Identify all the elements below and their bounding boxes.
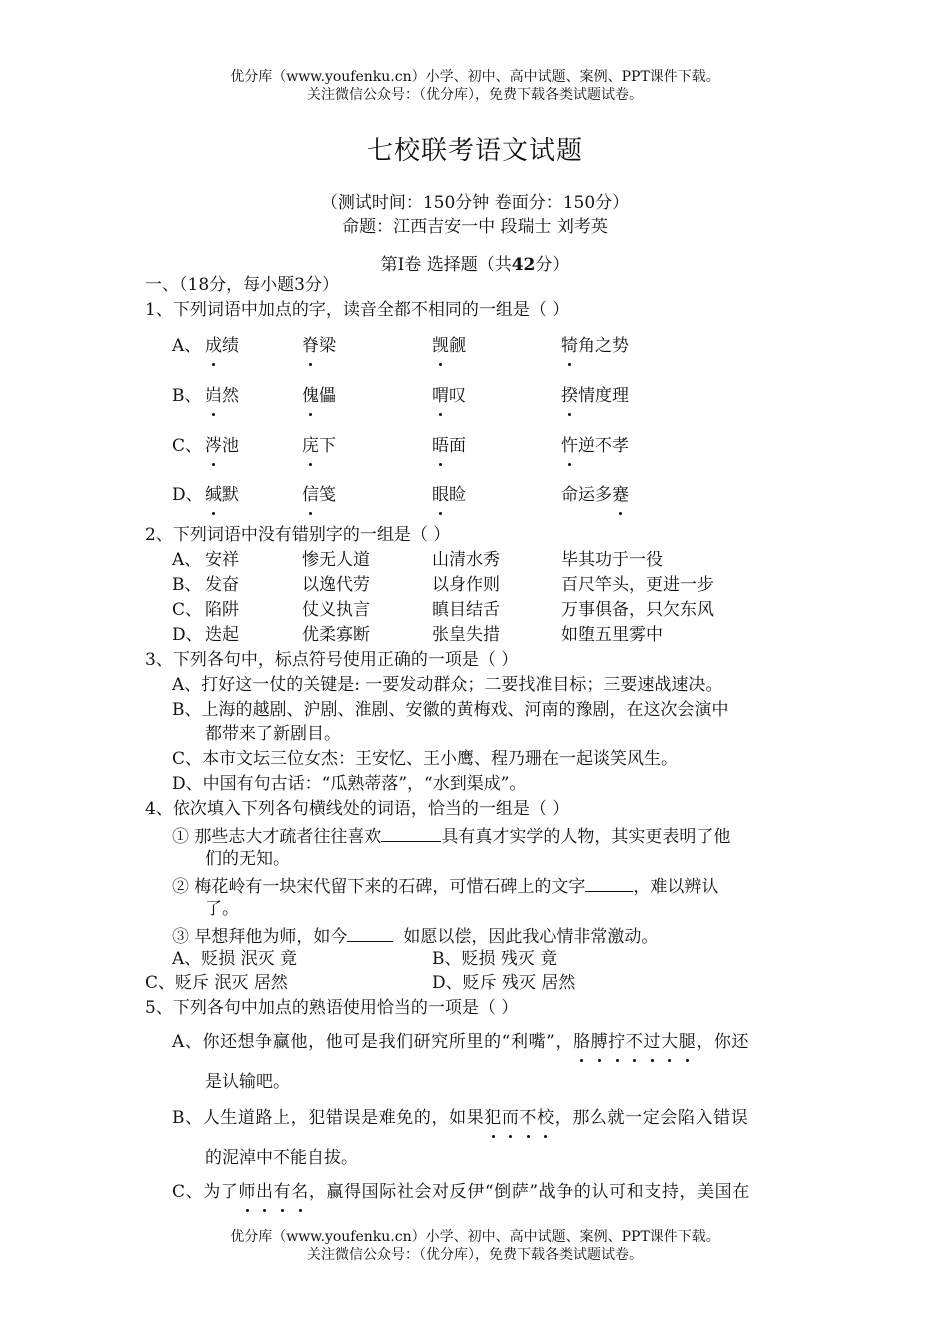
part-heading-post: 分）: [535, 255, 570, 275]
dotted-char: 腿: [678, 1032, 697, 1052]
q3-option-c: C、本市文坛三位女杰：王安忆、王小鹰、程乃珊在一起谈笑风生。: [172, 749, 679, 769]
q2-stem: 2、下列词语中没有错别字的一组是（ ）: [145, 525, 451, 545]
q1-option-word: 晤面: [432, 436, 466, 456]
dotted-char: 出: [256, 1182, 274, 1202]
dotted-char: 庑: [302, 436, 319, 456]
q4-s2-part-b: ，难以辨认: [633, 877, 719, 897]
q5-c-pre: C、为了: [172, 1182, 239, 1202]
dotted-char: 晤: [432, 436, 449, 456]
q3-option-b: B、上海的越剧、沪剧、淮剧、安徽的黄梅戏、河南的豫剧，在这次会演中: [172, 700, 729, 720]
q4-sentence-2-cont: 了。: [205, 899, 239, 919]
q2-option-label: C、: [172, 600, 203, 620]
dotted-char: 过: [643, 1032, 662, 1052]
exam-time-info: （测试时间：150分钟 卷面分：150分）: [320, 193, 630, 213]
q4-option-d: D、贬斥 残灭 居然: [432, 973, 576, 993]
q2-option-label: A、: [172, 550, 202, 570]
q1-option-word: 眼睑: [432, 485, 466, 505]
q1-stem: 1、下列词语中加点的字，读音全都不相同的一组是（ ）: [145, 300, 570, 320]
dotted-char: 有: [273, 1182, 292, 1202]
q2-option-word: 陷阱: [205, 600, 239, 620]
dotted-char: 傀: [302, 386, 319, 406]
q5-option-a-cont: 是认输吧。: [205, 1072, 290, 1092]
dotted-char: 膊: [590, 1032, 609, 1052]
q1-option-word: 涔池: [205, 436, 239, 456]
q1-option-label: D、: [172, 485, 203, 505]
q5-option-b-cont: 的泥淖中不能自拔。: [205, 1148, 358, 1168]
q4-option-c: C、贬斥 泯灭 居然: [145, 973, 288, 993]
dotted-char: 蹇: [612, 485, 629, 505]
dotted-char: 忤: [561, 436, 578, 456]
part-heading-score: 42: [511, 255, 536, 275]
q1-option-word: 脊梁: [302, 336, 336, 356]
q5-b-post: ，那么就一定会陷入错误: [554, 1108, 749, 1128]
q5-b-dotted-idiom: [484, 1108, 554, 1128]
q4-s3-part-b: 如愿以偿，因此我心情非常激动。: [403, 927, 659, 947]
q4-sentence-1-cont: 们的无知。: [205, 849, 290, 869]
dotted-char: 不: [519, 1108, 538, 1128]
dotted-char: 脊: [302, 336, 319, 356]
q3-option-a: A、打好这一仗的关键是: 一要发动群众；二要找准目标；三要速战速决。: [172, 675, 723, 695]
q2-option-label: D、: [172, 625, 203, 645]
q5-stem: 5、下列各句中加点的熟语使用恰当的一项是（ ）: [145, 998, 519, 1018]
q2-option-word: 优柔寡断: [302, 625, 370, 645]
dotted-char: 揆: [561, 386, 578, 406]
dotted-char: 涔: [205, 436, 222, 456]
q1-option-word: 忤逆不孝: [561, 436, 629, 456]
q5-a-dotted-idiom: [573, 1032, 696, 1052]
q1-option-word: 岿然: [205, 386, 239, 406]
dotted-char: 眼: [432, 485, 449, 505]
dotted-char: 胳: [573, 1032, 591, 1052]
dotted-char: 校: [537, 1108, 555, 1128]
q2-option-word: 瞋目结舌: [432, 600, 500, 620]
dotted-char: 岿: [205, 386, 222, 406]
part-heading-pre: 第Ⅰ卷 选择题（共: [380, 255, 512, 275]
q2-option-label: B、: [172, 575, 202, 595]
exam-authors: 命题：江西吉安一中 段瑞士 刘考英: [342, 217, 608, 237]
q3-option-d: D、中国有句古话：“瓜熟蒂落”，“水到渠成”。: [172, 774, 527, 794]
dotted-char: 信: [302, 485, 319, 505]
q3-option-b-cont: 都带来了新剧目。: [205, 724, 341, 744]
q5-a-post: ，你还: [696, 1032, 750, 1052]
header-line-1: 优分库（www.youfenku.cn）小学、初中、高中试题、案例、PPT课件下载。: [230, 69, 720, 85]
q1-option-word: 信笺: [302, 485, 336, 505]
q2-option-word: 如堕五里雾中: [561, 625, 663, 645]
q4-s2-part-a: ② 梅花岭有一块宋代留下来的石碑，可惜石碑上的文字: [172, 877, 586, 897]
q4-stem: 4、依次填入下列各句横线处的词语，恰当的一组是（ ）: [145, 799, 570, 819]
exam-title: 七校联考语文试题: [366, 136, 583, 166]
q1-option-label: C、: [172, 436, 203, 456]
q2-option-word: 毕其功于一役: [561, 550, 663, 570]
q4-option-a: A、贬损 泯灭 竟: [172, 949, 298, 969]
dotted-char: 缄: [205, 485, 222, 505]
q1-option-word: 觊觎: [432, 336, 466, 356]
q2-option-word: 百尺竿头，更进一步: [561, 575, 714, 595]
section-heading: 一、（18分，每小题3分）: [145, 275, 339, 295]
q4-sentence-3: [172, 923, 658, 948]
q2-option-word: 安祥: [205, 550, 239, 570]
q2-option-word: 张皇失措: [432, 625, 500, 645]
q1-option-word: 缄默: [205, 485, 239, 505]
q5-option-a: [172, 1031, 749, 1053]
q4-s1-part-b: 具有真才实学的人物，其实更表明了他: [441, 827, 731, 847]
dotted-char: 大: [661, 1032, 679, 1052]
dotted-char: 犯: [484, 1108, 502, 1128]
q2-option-word: 万事俱备，只欠东风: [561, 600, 714, 620]
q1-option-word: 成绩: [205, 336, 239, 356]
q1-option-label: B、: [172, 386, 202, 406]
q4-blank-3: [347, 923, 393, 942]
q5-c-dotted-idiom: [238, 1182, 308, 1202]
page-header: [0, 68, 950, 104]
q5-option-c: [172, 1181, 750, 1203]
q1-option-word: 犄角之势: [561, 336, 629, 356]
q4-option-b: B、贬损 残灭 竟: [432, 949, 558, 969]
q5-a-pre: A、你还想争赢他，他可是我们研究所里的“利嘴”，: [172, 1032, 574, 1052]
q2-option-word: 以身作则: [432, 575, 500, 595]
q1-option-word: 庑下: [302, 436, 336, 456]
q4-sentence-1: [172, 823, 730, 848]
q4-s3-part-a: ③ 早想拜他为师，如今: [172, 927, 348, 947]
dotted-char: 而: [501, 1108, 520, 1128]
dotted-char: 觊: [432, 336, 449, 356]
footer-line-1: 优分库（www.youfenku.cn）小学、初中、高中试题、案例、PPT课件下载。: [230, 1229, 720, 1245]
q2-option-word: 仗义执言: [302, 600, 370, 620]
q1-option-word: 揆情度理: [561, 386, 629, 406]
dotted-char: 喟: [432, 386, 449, 406]
q5-c-post: ，赢得国际社会对反伊“倒萨”战争的认可和支持，美国在: [308, 1182, 750, 1202]
part-heading: [0, 250, 950, 275]
q5-b-pre: B、人生道路上，犯错误是难免的，如果: [172, 1108, 485, 1128]
dotted-char: 拧: [608, 1032, 626, 1052]
q3-stem: 3、下列各句中，标点符号使用正确的一项是（ ）: [145, 650, 519, 670]
q1-option-word: 喟叹: [432, 386, 466, 406]
q1-option-word: 命运多蹇: [561, 485, 629, 505]
q4-sentence-2: [172, 873, 718, 898]
dotted-char: 犄: [561, 336, 578, 356]
dotted-char: 不: [625, 1032, 644, 1052]
q5-option-b: [172, 1107, 748, 1129]
q4-blank-2: [585, 873, 633, 892]
header-line-2: 关注微信公众号：（优分库），免费下载各类试题试卷。: [307, 87, 643, 103]
dotted-char: 师: [238, 1182, 257, 1202]
q2-option-word: 发奋: [205, 575, 239, 595]
q2-option-word: 山清水秀: [432, 550, 500, 570]
page-footer: [0, 1228, 950, 1264]
q1-option-word: 傀儡: [302, 386, 336, 406]
dotted-char: 名: [291, 1182, 309, 1202]
dotted-char: 成: [205, 336, 222, 356]
q2-option-word: 惨无人道: [302, 550, 370, 570]
q2-option-word: 以逸代劳: [302, 575, 370, 595]
q4-s1-part-a: ① 那些志大才疏者往往喜欢: [172, 827, 382, 847]
q2-option-word: 迭起: [205, 625, 239, 645]
q4-blank-1: [381, 823, 441, 842]
q1-option-label: A、: [172, 336, 202, 356]
footer-line-2: 关注微信公众号：（优分库），免费下载各类试题试卷。: [307, 1247, 643, 1263]
